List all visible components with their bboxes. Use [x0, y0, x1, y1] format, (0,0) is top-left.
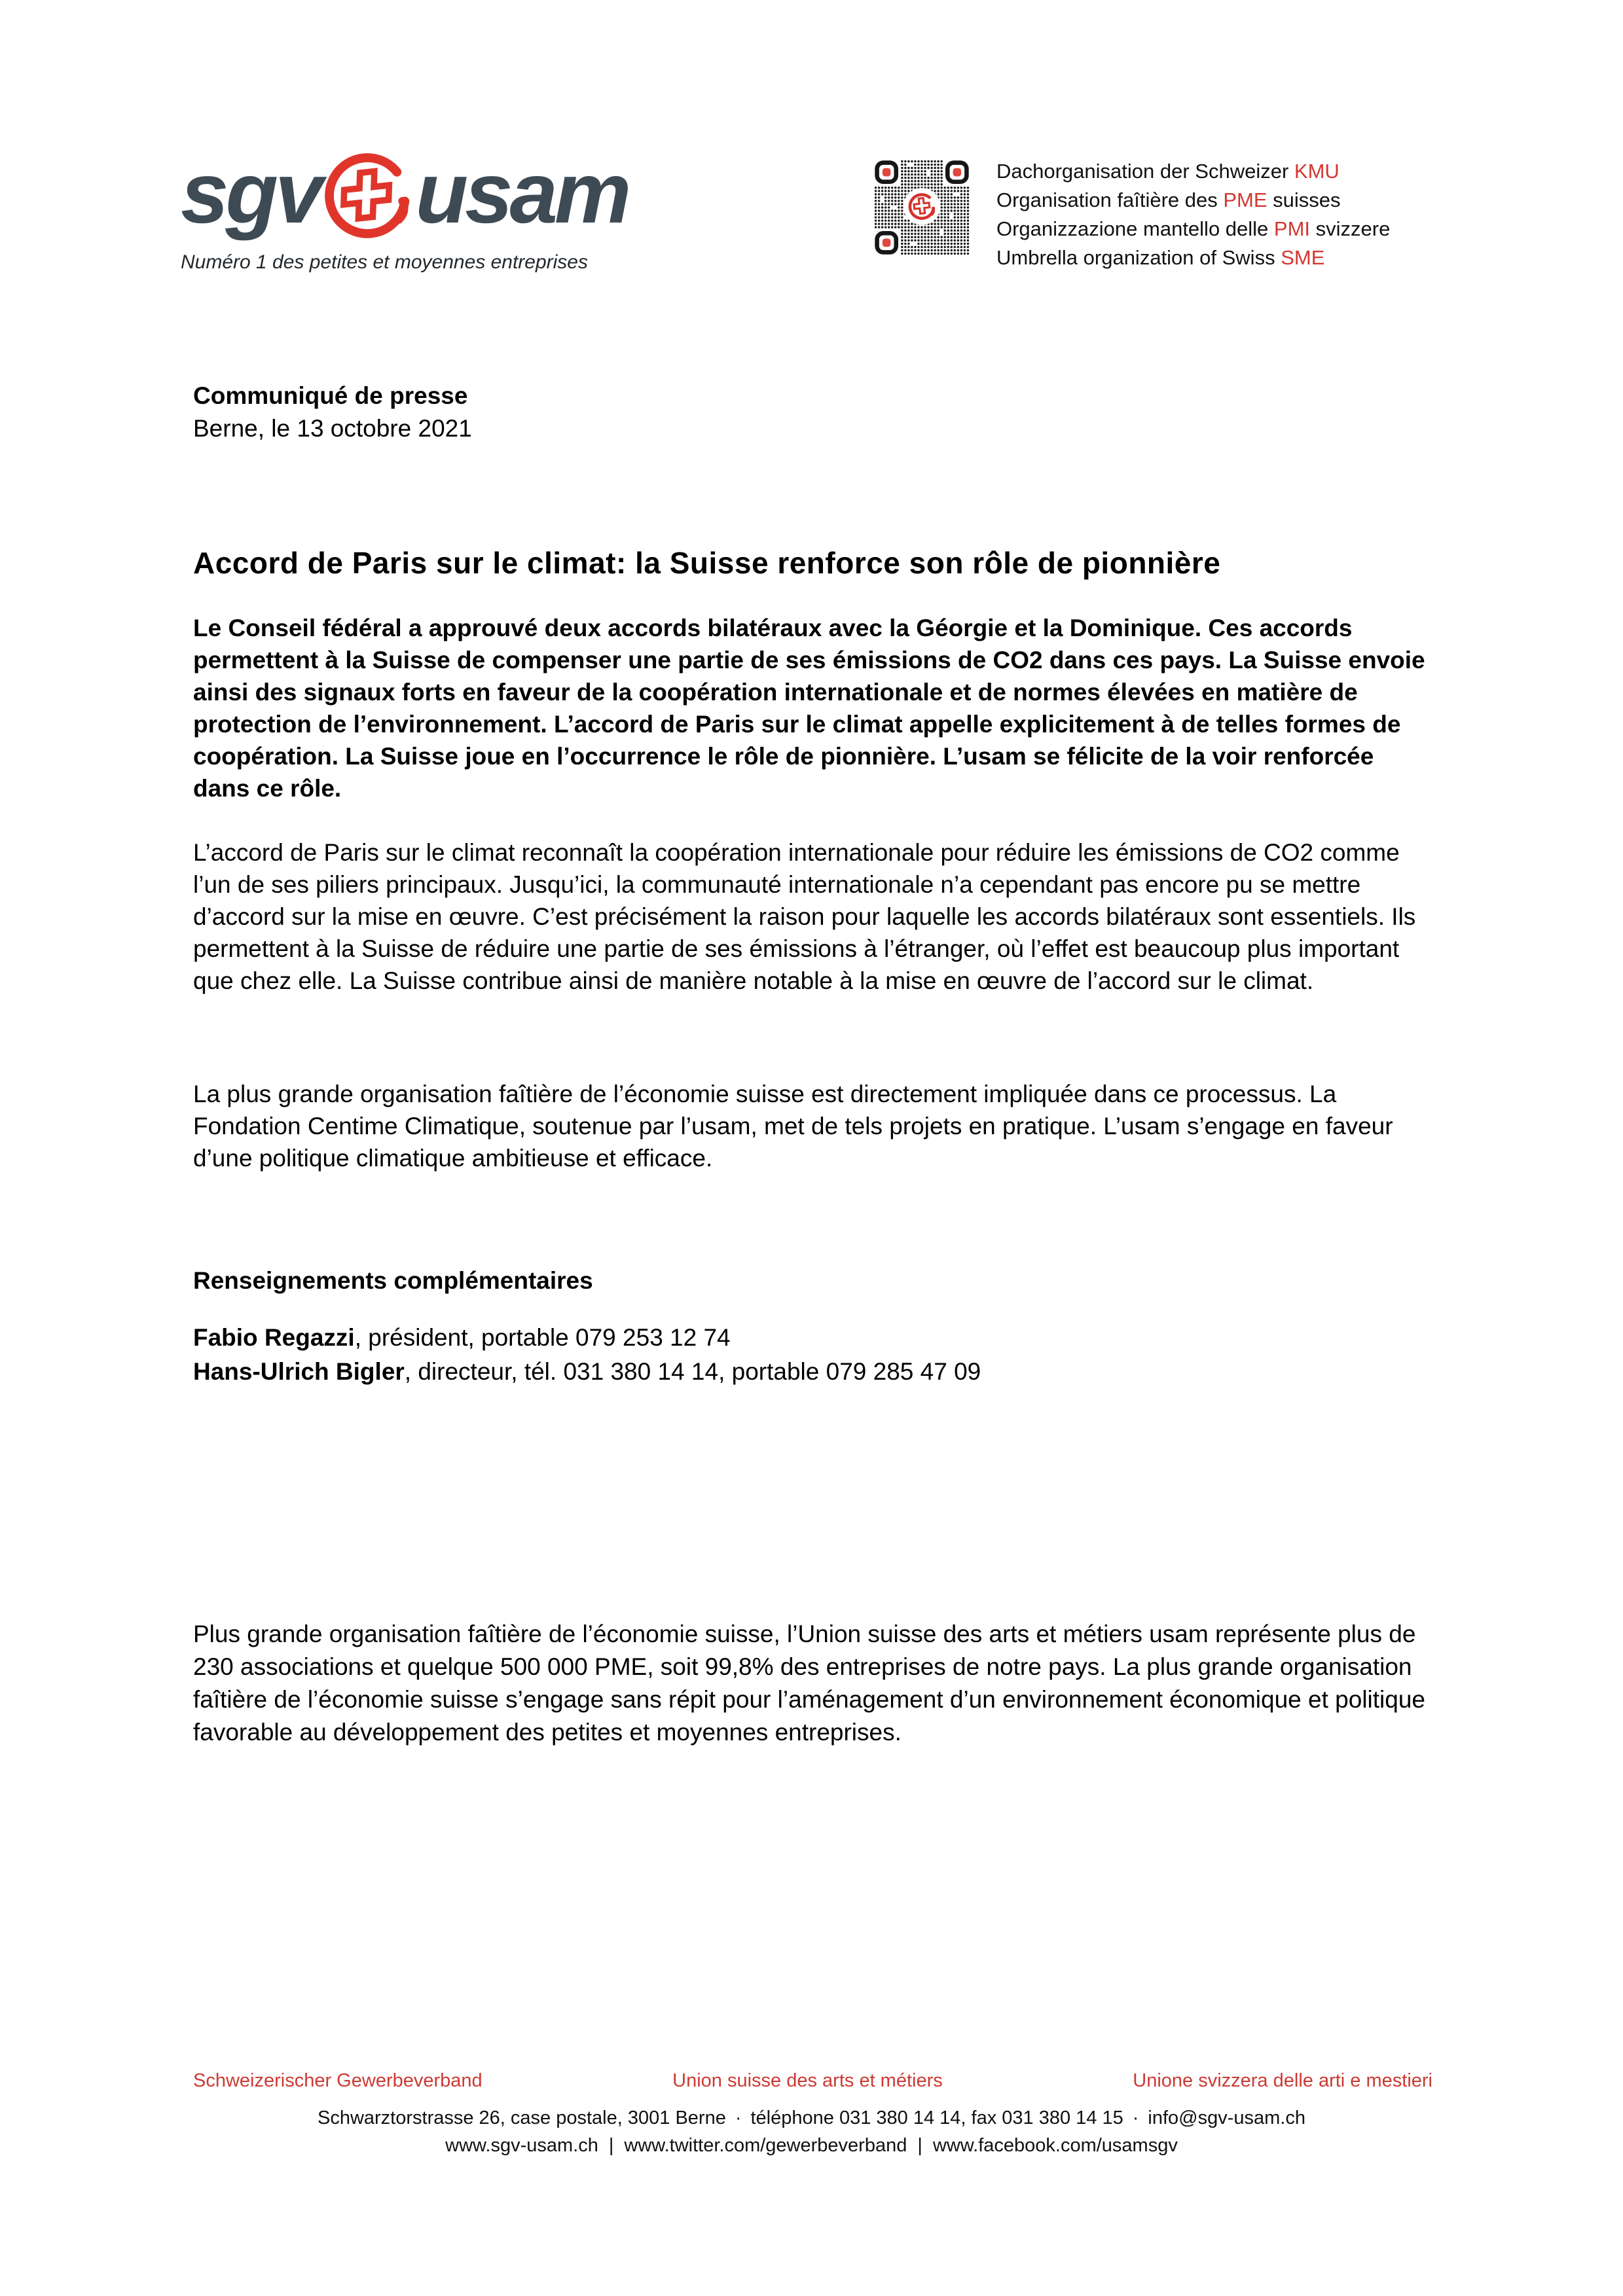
body-paragraph-2: L’accord de Paris sur le climat reconnaît la coopération internationale pour réduire les émissions de CO2 comme l’un de ses piliers principaux. Jusqu’ici, la communauté internationale n’a cependant pas encore pu se mettre d’accord sur la mise en œuvre. C’est précisément la raison pour laquelle les accords bilatéraux sont essentiels. Ils permettent à la Suisse de réduire une partie de ses émissions à l’étranger, où l’effet est beaucoup plus important que chez elle. La Suisse contribue ainsi de manière notable à la mise en œuvre de l’accord sur le climat. — [193, 839, 1416, 994]
kicker: Communiqué de presse — [193, 382, 468, 409]
contact-line — [193, 1321, 981, 1355]
boilerplate-paragraph: Plus grande organisation faîtière de l’économie suisse, l’Union suisse des arts et métiers usam représente plus de 230 associations et quelque 500 000 PME, soit 99,8% des entreprises de notre pays. La plus grande organisation faîtière de l’économie suisse s’engage sans répit pour l’aménagement d’un environnement économique et politique favorable au développement des petites et moyennes entreprises. — [193, 1621, 1425, 1746]
footer-org-names — [193, 2070, 1432, 2092]
dateline: Berne, le 13 octobre 2021 — [193, 415, 472, 442]
org-highlight-pme: PME — [1223, 188, 1267, 211]
org-line-de: Dachorganisation der Schweizer KMU — [996, 160, 1340, 183]
contact-details: , directeur, tél. 031 380 14 14, portable 079 285 47 09 — [404, 1358, 981, 1385]
sgv-usam-logo — [181, 145, 629, 274]
logo-text-usam: usam — [415, 145, 629, 241]
footer-address: Schwarztorstrasse 26, case postale, 3001 Berne — [317, 2108, 726, 2128]
footer-address-line — [0, 2108, 1623, 2129]
footer-link-separator: | — [917, 2135, 922, 2156]
footer-org-fr: Union suisse des arts et métiers — [672, 2070, 943, 2091]
logo-text-sgv: sgv — [181, 145, 320, 241]
footer-email[interactable]: info@sgv-usam.ch — [1148, 2108, 1305, 2128]
lead-paragraph: Le Conseil fédéral a approuvé deux accords bilatéraux avec la Géorgie et la Dominique. Ces accords permettent à la Suisse de compenser une partie de ses émissions de CO2 dans ces pays. La Suisse envoie ainsi des signaux forts en faveur de la coopération internationale et de normes élevées en matière de protection de l’environnement. L’accord de Paris sur le climat appelle explicitement à de telles formes de coopération. La Suisse joue en l’occurrence le rôle de pionnière. L’usam se félicite de la voir renforcée dans ce rôle. — [193, 615, 1425, 802]
footer-phone: téléphone 031 380 14 14, fax 031 380 14 15 — [750, 2108, 1123, 2128]
footer-link-twitter[interactable]: www.twitter.com/gewerbeverband — [624, 2135, 907, 2156]
footer-org-de: Schweizerischer Gewerbeverband — [193, 2070, 483, 2091]
contact-name: Fabio Regazzi — [193, 1324, 355, 1351]
org-highlight-pmi: PMI — [1273, 217, 1311, 240]
org-line-en: Umbrella organization of Swiss SME — [996, 246, 1325, 269]
footer-org-it: Unione svizzera delle arti e mestieri — [1133, 2070, 1432, 2091]
org-description — [996, 157, 1390, 272]
contacts-list — [193, 1321, 981, 1389]
qr-code-icon — [871, 154, 973, 260]
footer-link-separator: | — [608, 2135, 614, 2156]
document-header — [193, 380, 472, 445]
page-title: Accord de Paris sur le climat: la Suisse renforce son rôle de pionnière — [193, 546, 1221, 580]
org-highlight-sme: SME — [1281, 246, 1325, 269]
org-highlight-kmu: KMU — [1294, 160, 1340, 183]
contacts-heading: Renseignements complémentaires — [193, 1267, 593, 1294]
footer-separator: · — [735, 2108, 742, 2128]
body-paragraph-3: La plus grande organisation faîtière de l’économie suisse est directement impliquée dans ce processus. La Fondation Centime Climatique, soutenue par l’usam, met de tels projets en pratique. L’usam s’engage en faveur d’une politique climatique ambitieuse et efficace. — [193, 1081, 1393, 1172]
footer-link-website[interactable]: www.sgv-usam.ch — [445, 2135, 598, 2156]
logo-tagline: Numéro 1 des petites et moyennes entreprises — [181, 251, 588, 273]
org-line-it: Organizzazione mantello delle PMI svizzere — [996, 217, 1391, 240]
swiss-cross-at-icon — [322, 151, 412, 241]
org-line-fr: Organisation faîtière des PME suisses — [996, 188, 1341, 211]
footer-links-line — [0, 2135, 1623, 2157]
contact-details: , président, portable 079 253 12 74 — [354, 1324, 731, 1351]
contact-line — [193, 1355, 981, 1389]
footer-link-facebook[interactable]: www.facebook.com/usamsgv — [932, 2135, 1178, 2156]
footer-separator: · — [1132, 2108, 1139, 2128]
contact-name: Hans-Ulrich Bigler — [193, 1358, 405, 1385]
